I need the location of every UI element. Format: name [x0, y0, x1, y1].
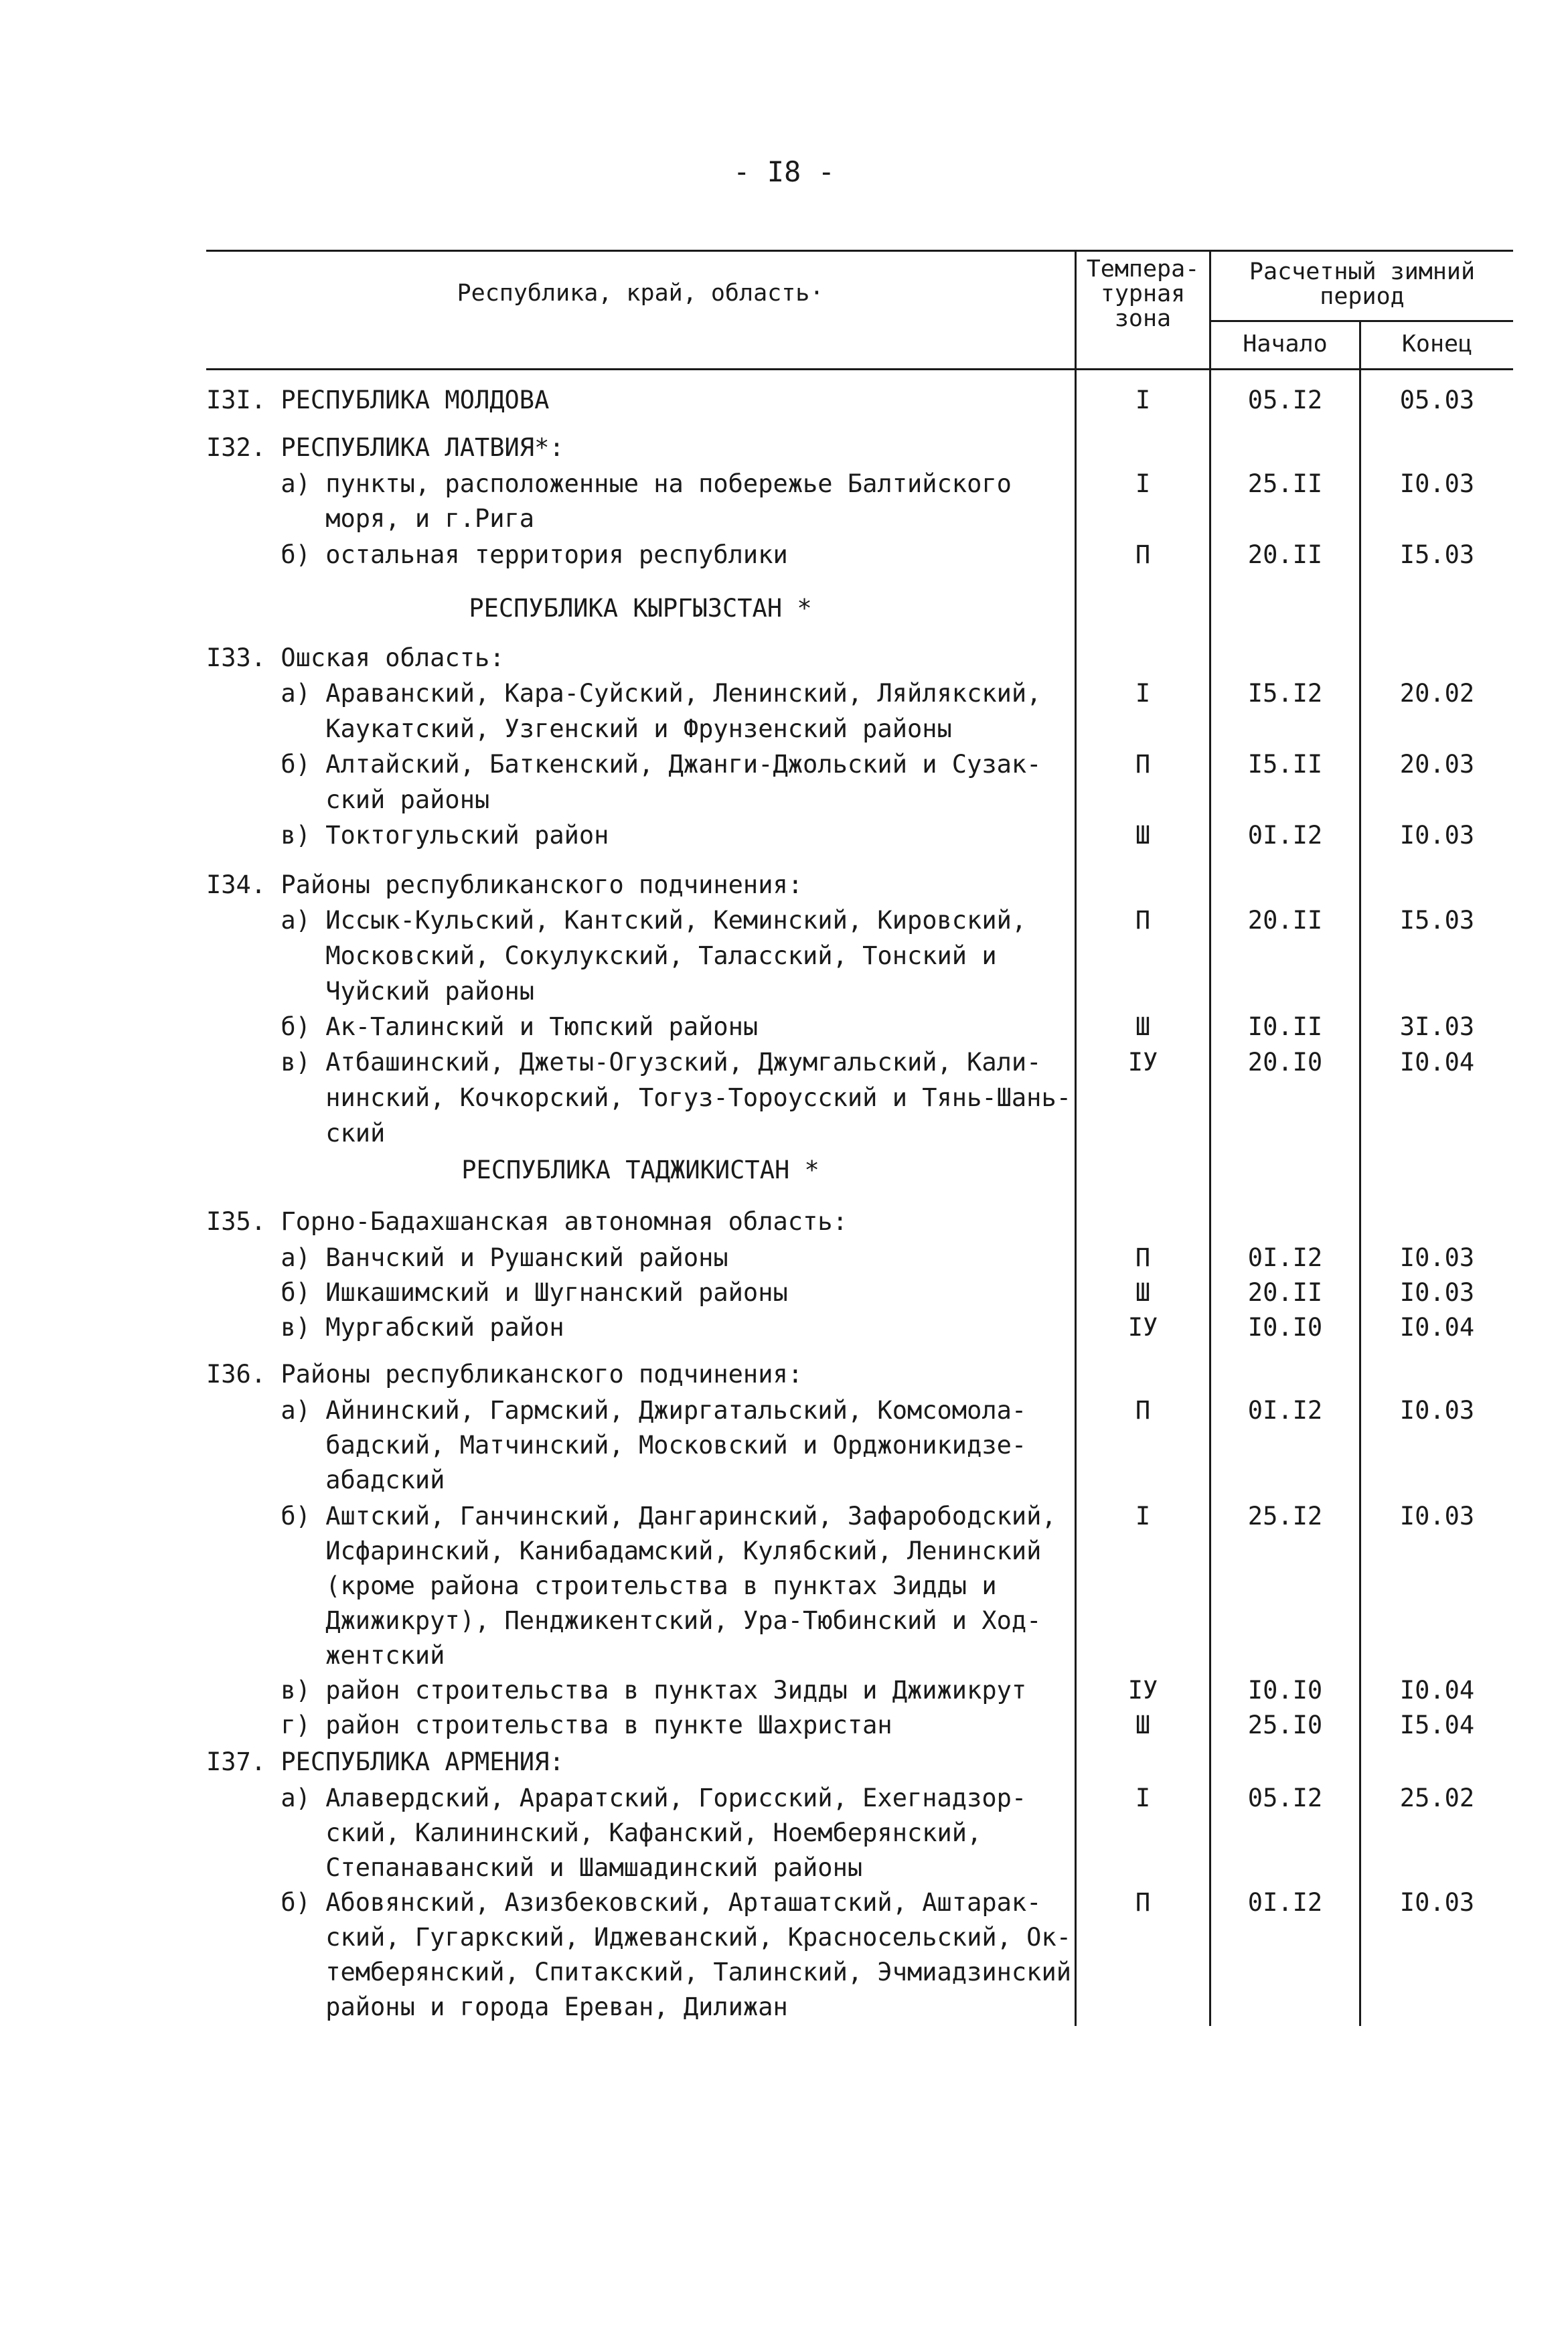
row-end: I0.03 [1399, 1278, 1475, 1307]
row-text: а) Алавердский, Араратский, Горисский, Ехегнадзор- [206, 1784, 1027, 1812]
row-text: ский, Калининский, Кафанский, Ноемберянский, [206, 1818, 982, 1847]
row-text: ский [206, 1119, 386, 1148]
row-text: абадский [206, 1466, 445, 1494]
row-text: Чуйский районы [206, 977, 535, 1006]
row-text: в) Атбашинский, Джеты-Огузский, Джумгальский, Кали- [206, 1048, 1042, 1077]
row-end: 3I.03 [1399, 1012, 1475, 1041]
row-end: I0.03 [1399, 1396, 1475, 1425]
row-text: I33. Ошская область: [206, 643, 505, 672]
row-text: I37. РЕСПУБЛИКА АРМЕНИЯ: [206, 1747, 564, 1776]
row-zone: П [1135, 1243, 1151, 1272]
row-text: б) Ак-Талинский и Тюпский районы [206, 1012, 759, 1041]
row-zone: I [1135, 386, 1151, 414]
end-column-line [1359, 321, 1361, 2026]
row-start: 25.I0 [1247, 1711, 1323, 1739]
header-zone [1077, 257, 1209, 331]
row-text: г) район строительства в пункте Шахристан [206, 1711, 892, 1739]
row-end: I5.04 [1399, 1711, 1475, 1739]
row-end: I0.03 [1399, 1502, 1475, 1531]
row-end: 25.02 [1399, 1784, 1475, 1812]
row-zone: I [1135, 1784, 1151, 1812]
row-start: I0.II [1247, 1012, 1323, 1041]
row-text: Степанаванский и Шамшадинский районы [206, 1853, 863, 1882]
header-period-line-1: Расчетный зимний [1249, 258, 1476, 285]
row-text: нинский, Кочкорский, Тогуз-Тороусский и Тянь-Шань- [206, 1083, 1072, 1112]
row-text: ский районы [206, 785, 490, 814]
row-zone: I [1135, 1502, 1151, 1531]
row-start: 25.II [1247, 469, 1323, 498]
row-text: в) Токтогульский район [206, 821, 609, 850]
row-zone: IУ [1127, 1313, 1158, 1342]
row-text: б) Алтайский, Баткенский, Джанги-Джольский и Сузак- [206, 750, 1042, 779]
header-bottom-rule [206, 368, 1513, 370]
row-start: 05.I2 [1247, 386, 1323, 414]
row-text: ский, Гугаркский, Иджеванский, Красносельский, Ок- [206, 1923, 1072, 1952]
row-text: а) Иссык-Кульский, Кантский, Кеминский, Кировский, [206, 906, 1027, 935]
row-zone: Ш [1135, 1711, 1151, 1739]
row-end: I5.03 [1399, 906, 1475, 935]
row-start: 20.II [1247, 906, 1323, 935]
row-text: бадский, Матчинский, Московский и Орджоникидзе- [206, 1431, 1027, 1460]
row-end: 05.03 [1399, 386, 1475, 414]
row-end: I0.04 [1399, 1676, 1475, 1705]
row-end: 20.03 [1399, 750, 1475, 779]
row-zone: Ш [1135, 821, 1151, 850]
row-text: I36. Районы республиканского подчинения: [206, 1360, 803, 1389]
row-zone: Ш [1135, 1278, 1151, 1307]
row-start: 20.II [1247, 540, 1323, 569]
row-text: I35. Горно-Бадахшанская автономная область: [206, 1207, 848, 1236]
section-heading: РЕСПУБЛИКА ТАДЖИКИСТАН * [461, 1156, 819, 1184]
row-start: 0I.I2 [1247, 821, 1323, 850]
row-text: б) Ишкашимский и Шугнанский районы [206, 1278, 788, 1307]
row-text: а) Ванчский и Рушанский районы [206, 1243, 728, 1272]
row-zone: П [1135, 540, 1151, 569]
header-period-line-2: период [1320, 283, 1405, 310]
row-text: I34. Районы республиканского подчинения: [206, 870, 803, 899]
row-start: 0I.I2 [1247, 1888, 1323, 1917]
row-end: I0.03 [1399, 1243, 1475, 1272]
row-zone: Ш [1135, 1012, 1151, 1041]
row-start: 0I.I2 [1247, 1396, 1323, 1425]
row-start: 20.I0 [1247, 1048, 1323, 1077]
header-zone-line-3: зона [1114, 305, 1172, 332]
period-sub-rule [1209, 320, 1513, 322]
row-zone: IУ [1127, 1048, 1158, 1077]
row-text: в) район строительства в пунктах Зидды и Джижикрут [206, 1676, 1027, 1705]
table-top-rule [206, 250, 1513, 252]
row-text: в) Мургабский район [206, 1313, 564, 1342]
row-text: а) Айнинский, Гармский, Джиргатальский, Комсомола- [206, 1396, 1027, 1425]
row-end: 20.02 [1399, 679, 1475, 708]
row-start: I0.I0 [1247, 1313, 1323, 1342]
row-zone: I [1135, 469, 1151, 498]
row-start: 05.I2 [1247, 1784, 1323, 1812]
row-start: 25.I2 [1247, 1502, 1323, 1531]
row-zone: П [1135, 906, 1151, 935]
row-text: I3I. РЕСПУБЛИКА МОЛДОВА [206, 386, 550, 414]
row-zone: I [1135, 679, 1151, 708]
header-region: Республика, край, область· [457, 280, 824, 307]
row-end: I0.03 [1399, 469, 1475, 498]
row-end: I0.03 [1399, 1888, 1475, 1917]
row-text: б) Аштский, Ганчинский, Дангаринский, Зафарободский, [206, 1502, 1056, 1531]
page-number: - I8 - [733, 155, 835, 188]
header-period [1211, 260, 1513, 309]
row-zone: П [1135, 750, 1151, 779]
header-zone-line-1: Темпера- [1086, 256, 1200, 283]
row-start: 20.II [1247, 1278, 1323, 1307]
row-end: I0.04 [1399, 1313, 1475, 1342]
row-text: б) Абовянский, Азизбековский, Арташатский, Аштарак- [206, 1888, 1042, 1917]
row-text: (кроме района строительства в пунктах Зидды и [206, 1571, 997, 1600]
row-text: моря, и г.Рига [206, 504, 535, 533]
header-start: Начало [1243, 331, 1328, 358]
row-start: I5.II [1247, 750, 1323, 779]
header-zone-line-2: турная [1100, 281, 1186, 307]
row-zone: П [1135, 1888, 1151, 1917]
section-heading: РЕСПУБЛИКА КЫРГЫЗСТАН * [469, 594, 812, 623]
row-text: жентский [206, 1641, 445, 1670]
row-start: I0.I0 [1247, 1676, 1323, 1705]
row-text: темберянский, Спитакский, Талинский, Эчмиадзинский [206, 1958, 1072, 1986]
row-text: районы и города Ереван, Дилижан [206, 1993, 788, 2021]
row-end: I5.03 [1399, 540, 1475, 569]
row-text: а) Араванский, Кара-Суйский, Ленинский, Ляйлякский, [206, 679, 1042, 708]
row-end: I0.03 [1399, 821, 1475, 850]
period-column-line [1209, 250, 1211, 2026]
row-text: а) пункты, расположенные на побережье Балтийского [206, 469, 1012, 498]
row-end: I0.04 [1399, 1048, 1475, 1077]
row-text: Московский, Сокулукский, Таласский, Тонский и [206, 941, 997, 970]
row-text: Джижикрут), Пенджикентский, Ура-Тюбинский и Ход- [206, 1606, 1042, 1635]
row-text: I32. РЕСПУБЛИКА ЛАТВИЯ*: [206, 433, 564, 462]
row-start: 0I.I2 [1247, 1243, 1323, 1272]
row-start: I5.I2 [1247, 679, 1323, 708]
row-text: Исфаринский, Канибадамский, Кулябский, Ленинский [206, 1537, 1042, 1565]
row-text: б) остальная территория республики [206, 540, 788, 569]
zone-column-line [1075, 250, 1077, 2026]
row-zone: IУ [1127, 1676, 1158, 1705]
header-end: Конец [1401, 331, 1473, 358]
row-zone: П [1135, 1396, 1151, 1425]
row-text: Каукатский, Узгенский и Фрунзенский районы [206, 714, 952, 743]
